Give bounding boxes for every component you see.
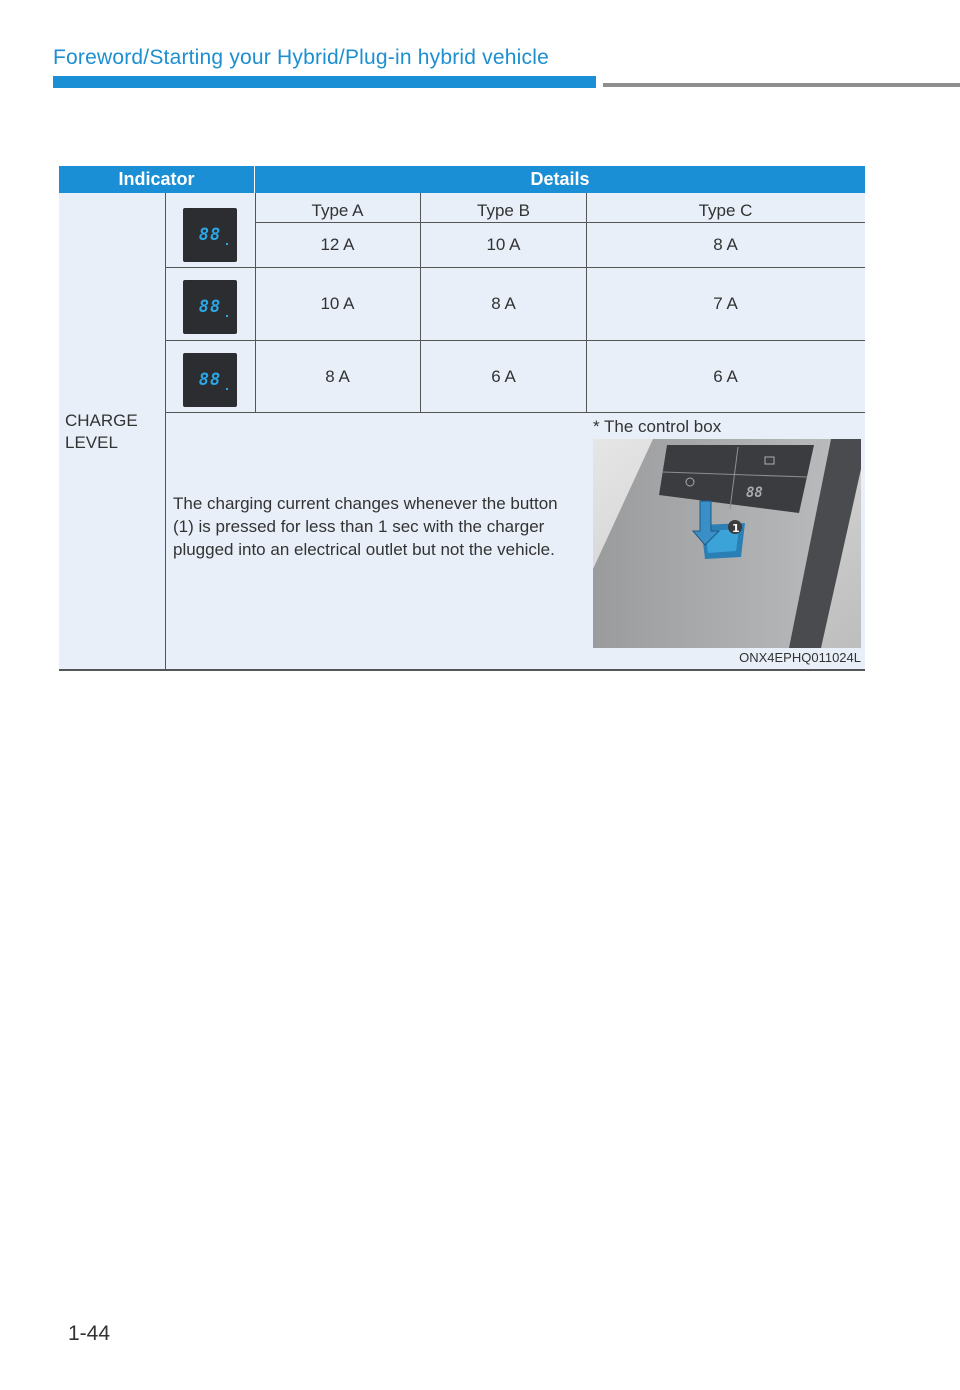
level-2-type-b: 8 A: [491, 294, 516, 313]
section-title: Foreword/Starting your Hybrid/Plug-in hybrid vehicle: [53, 46, 549, 69]
svg-text:1: 1: [732, 522, 740, 535]
header-indicator: Indicator: [59, 166, 254, 193]
level-3-type-b: 6 A: [491, 367, 516, 386]
level-3-type-a: 8 A: [325, 367, 350, 386]
level-3-type-c: 6 A: [713, 367, 738, 386]
header-details: Details: [255, 166, 865, 193]
type-a-header: Type A: [311, 200, 364, 220]
charge-level-label: CHARGE LEVEL: [65, 411, 138, 452]
header-accent-bar: [53, 76, 596, 88]
header-rule: [603, 83, 960, 87]
lcd-display-level-2: 88: [183, 280, 237, 334]
svg-text:88: 88: [746, 485, 763, 501]
figure-code: ONX4EPHQ011024L: [739, 650, 861, 665]
charging-note: The charging current changes whenever the button (1) is pressed for less than 1 sec with the charger plugged into an electrical outlet but not the vehicle.: [173, 494, 558, 559]
type-b-header: Type B: [477, 200, 530, 220]
level-1-type-b: 10 A: [486, 235, 521, 254]
level-1-type-a: 12 A: [320, 235, 355, 254]
figure-title: * The control box: [593, 417, 722, 436]
page-number: 1-44: [68, 1322, 111, 1345]
charge-level-table: [59, 166, 865, 670]
lcd-display-level-1: 88: [183, 208, 237, 262]
lcd-display-level-3: 88: [183, 353, 237, 407]
type-c-header: Type C: [698, 200, 753, 220]
level-2-type-a: 10 A: [320, 294, 355, 313]
level-2-type-c: 7 A: [713, 294, 738, 313]
control-box-illustration: [593, 439, 861, 648]
level-1-type-c: 8 A: [713, 235, 738, 254]
